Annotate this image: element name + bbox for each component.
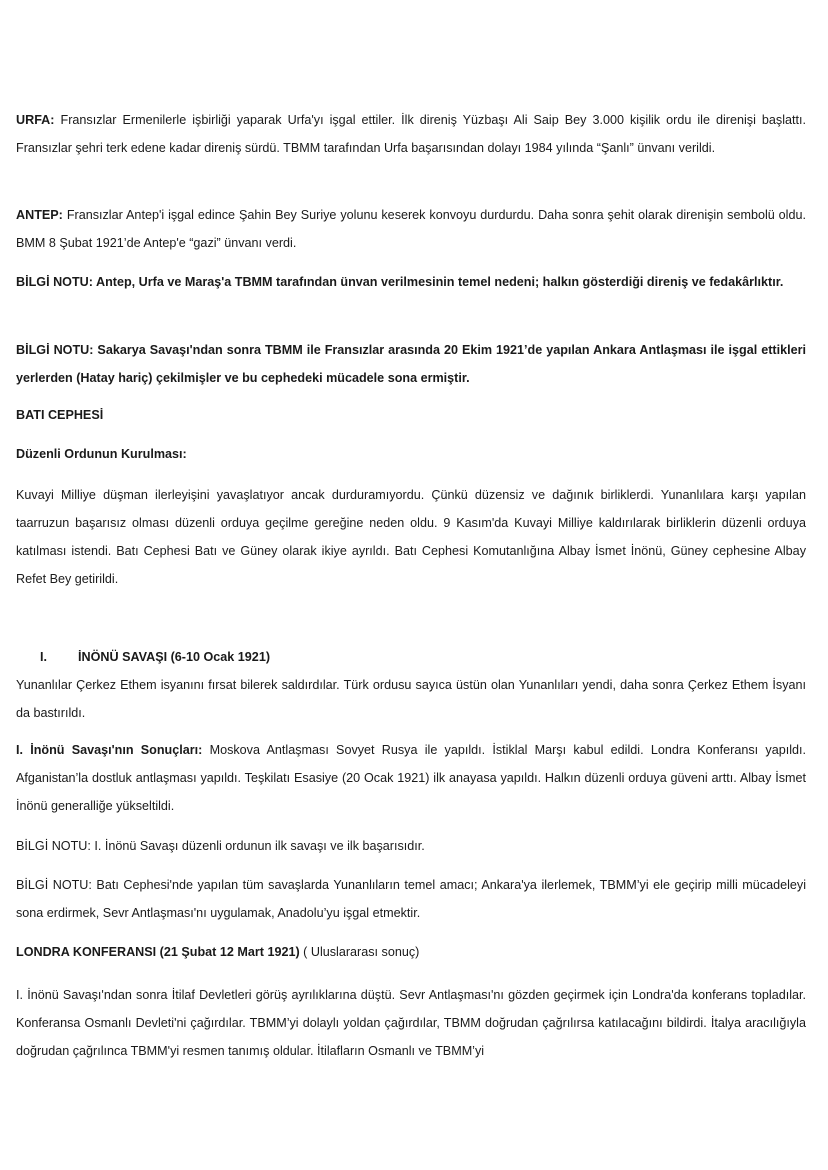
london-conference-heading	[16, 938, 806, 966]
info-note-titles: BİLGİ NOTU: Antep, Urfa ve Maraş'a TBMM tarafından ünvan verilmesinin temel nedeni; halkın gösterdiği direniş ve fedakârlıktır.	[16, 275, 784, 289]
antep-paragraph	[16, 201, 806, 257]
info-note-first-battle: BİLGİ NOTU: I. İnönü Savaşı düzenli ordunun ilk savaşı ve ilk başarısıdır.	[16, 839, 425, 853]
london-label: LONDRA KONFERANSI (21 Şubat 12 Mart 1921)	[16, 945, 300, 959]
heading-text: İNÖNÜ SAVAŞI (6-10 Ocak 1921)	[78, 650, 271, 664]
urfa-paragraph	[16, 106, 806, 162]
london-note: ( Uluslararası sonuç)	[299, 945, 420, 959]
antep-label: ANTEP:	[16, 208, 63, 222]
london-conference-paragraph: I. İnönü Savaşı'ndan sonra İtilaf Devletleri görüş ayrılıklarına düştü. Sevr Antlaşması'nı gözden geçirmek için Londra'da konferans topladılar. Konferansa Osmanlı Devleti'ni çağırdılar. TBMM’yi dolaylı yoldan çağırdılar, TBMM doğrudan çağrılırsa katılacağını bildirdi. İtalya aracılığıyla doğrudan çağrılınca TBMM'yi resmen tanımış oldular. İtilafların Osmanlı ve TBMM’yi	[16, 988, 806, 1058]
antep-text: Fransızlar Antep'i işgal edince Şahin Bey Suriye yolunu keserek konvoyu durdurdu. Daha sonra şehit olarak direnişin sembolü oldu. BMM 8 Şubat 1921’de Antep'e “gazi” ünvanı verdi.	[16, 208, 806, 250]
regular-army-heading: Düzenli Ordunun Kurulması:	[16, 447, 187, 461]
urfa-text: Fransızlar Ermenilerle işbirliği yaparak Urfa'yı işgal ettiler. İlk direniş Yüzbaşı Ali Saip Bey 3.000 kişilik ordu ile direnişi başlattı. Fransızlar şehri terk edene kadar direniş sürdü. TBMM tarafından Urfa başarısından dolayı 1984 yılında “Şanlı” ünvanı verildi.	[16, 113, 806, 155]
heading-number: I.	[40, 650, 47, 664]
western-front-heading: BATI CEPHESİ	[16, 408, 104, 422]
info-note-greek-aim: BİLGİ NOTU: Batı Cephesi'nde yapılan tüm savaşlarda Yunanlıların temel amacı; Ankara'ya ilerlemek, TBMM’yi ele geçirip milli mücadeleyi sona erdirmek, Sevr Antlaşması'nı uygulamak, Anadolu’yu işgal etmektir.	[16, 878, 806, 920]
urfa-label: URFA:	[16, 113, 55, 127]
results-text: Moskova Antlaşması Sovyet Rusya ile yapıldı. İstiklal Marşı kabul edildi. Londra Konferansı yapıldı. Afganistan’la dostluk antlaşması yapıldı. Teşkilatı Esasiye (20 Ocak 1921) ilk anayasa yapıldı. Halkın düzenli orduya güveni arttı. Albay İsmet İnönü generalliğe yükseltildi.	[16, 743, 807, 813]
info-note-ankara-treaty: BİLGİ NOTU: Sakarya Savaşı'ndan sonra TBMM ile Fransızlar arasında 20 Ekim 1921’de yapılan Ankara Antlaşması ile işgal ettikleri yerlerden (Hatay hariç) çekilmişler ve bu cephedeki mücadele sona ermiştir.	[16, 343, 806, 385]
first-inonu-heading	[16, 643, 806, 671]
results-label: I. İnönü Savaşı'nın Sonuçları:	[16, 743, 203, 757]
first-inonu-paragraph: Yunanlılar Çerkez Ethem isyanını fırsat bilerek saldırdılar. Türk ordusu sayıca üstün olan Yunanlıları yendi, daha sonra Çerkez Ethem İsyanı da bastırıldı.	[16, 678, 806, 720]
kuvayi-milliye-paragraph: Kuvayi Milliye düşman ilerleyişini yavaşlatıyor ancak durduramıyordu. Çünkü düzensiz ve dağınık birliklerdi. Yunanlılara karşı yapılan taarruzun başarısız olması düzenli orduya geçilme gereğine neden oldu. 9 Kasım'da Kuvayi Milliye kaldırılarak birliklerin düzenli orduya katılması istendi. Batı Cephesi Batı ve Güney olarak ikiye ayrıldı. Batı Cephesi Komutanlığına Albay İsmet İnönü, Güney cephesine Albay Refet Bey getirildi.	[16, 488, 806, 586]
results-paragraph	[16, 736, 806, 820]
